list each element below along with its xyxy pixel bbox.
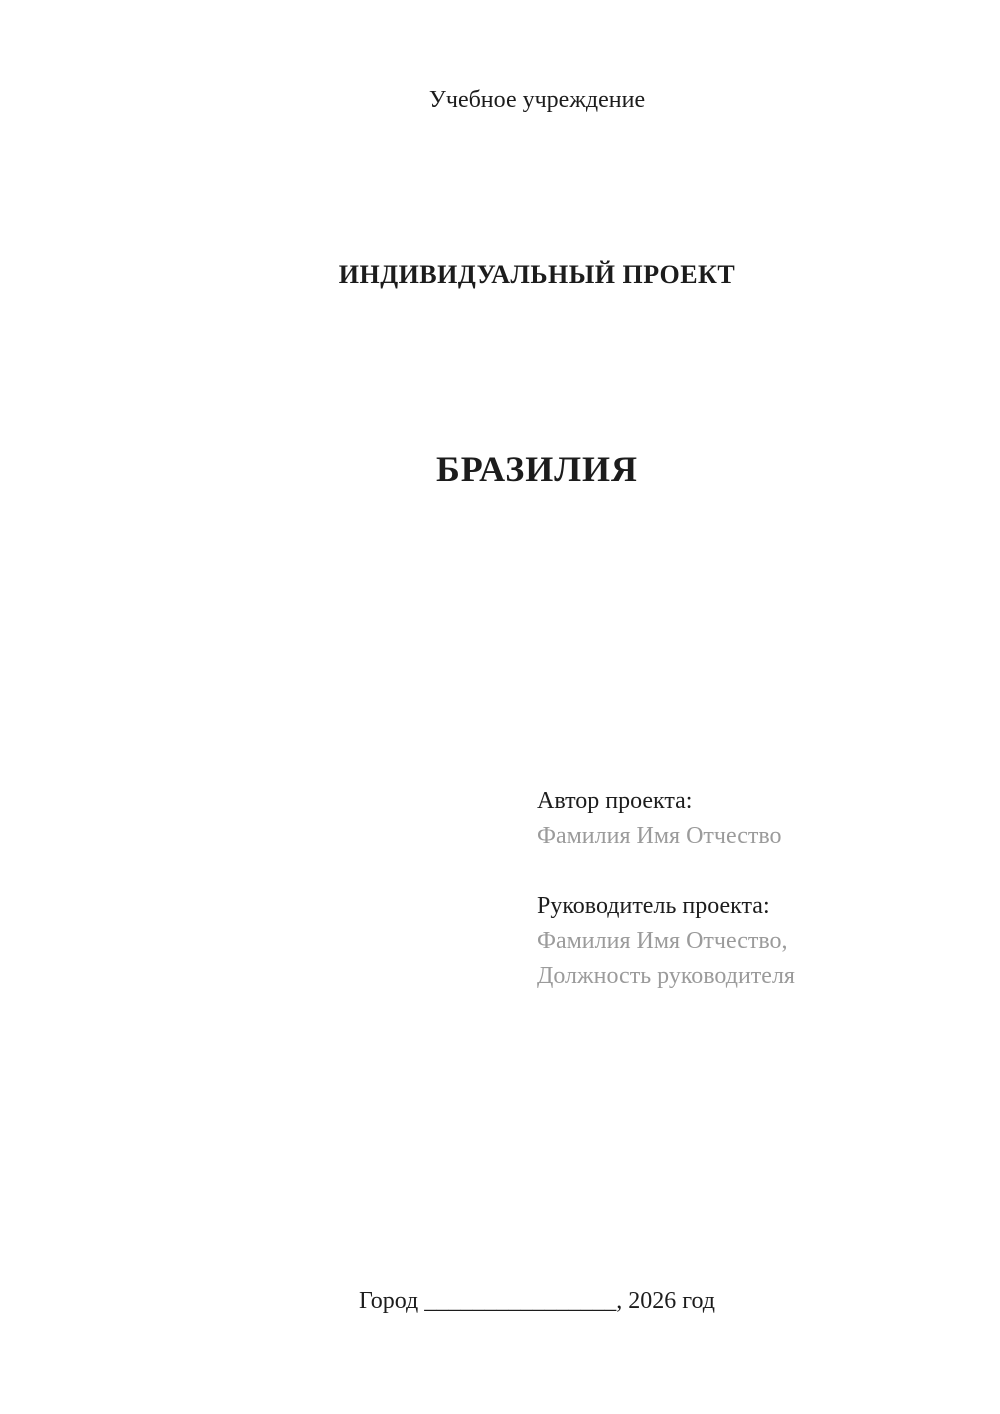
institution-line: Учебное учреждение bbox=[428, 87, 646, 113]
supervisor-label: Руководитель проекта: bbox=[537, 893, 770, 919]
author-section bbox=[537, 784, 795, 854]
author-label: Автор проекта: bbox=[537, 788, 693, 814]
document-title: БРАЗИЛИЯ bbox=[435, 449, 639, 489]
author-name-placeholder: Фамилия Имя Отчество bbox=[537, 823, 782, 849]
supervisor-name-placeholder: Фамилия Имя Отчество, bbox=[537, 928, 788, 954]
credits-block bbox=[537, 784, 795, 994]
project-type-line: ИНДИВИДУАЛЬНЫЙ ПРОЕКТ bbox=[338, 260, 736, 289]
supervisor-position-placeholder: Должность руководителя bbox=[537, 963, 795, 989]
city-year-line: Город ________________, 2026 год bbox=[358, 1288, 716, 1314]
supervisor-section bbox=[537, 889, 795, 994]
